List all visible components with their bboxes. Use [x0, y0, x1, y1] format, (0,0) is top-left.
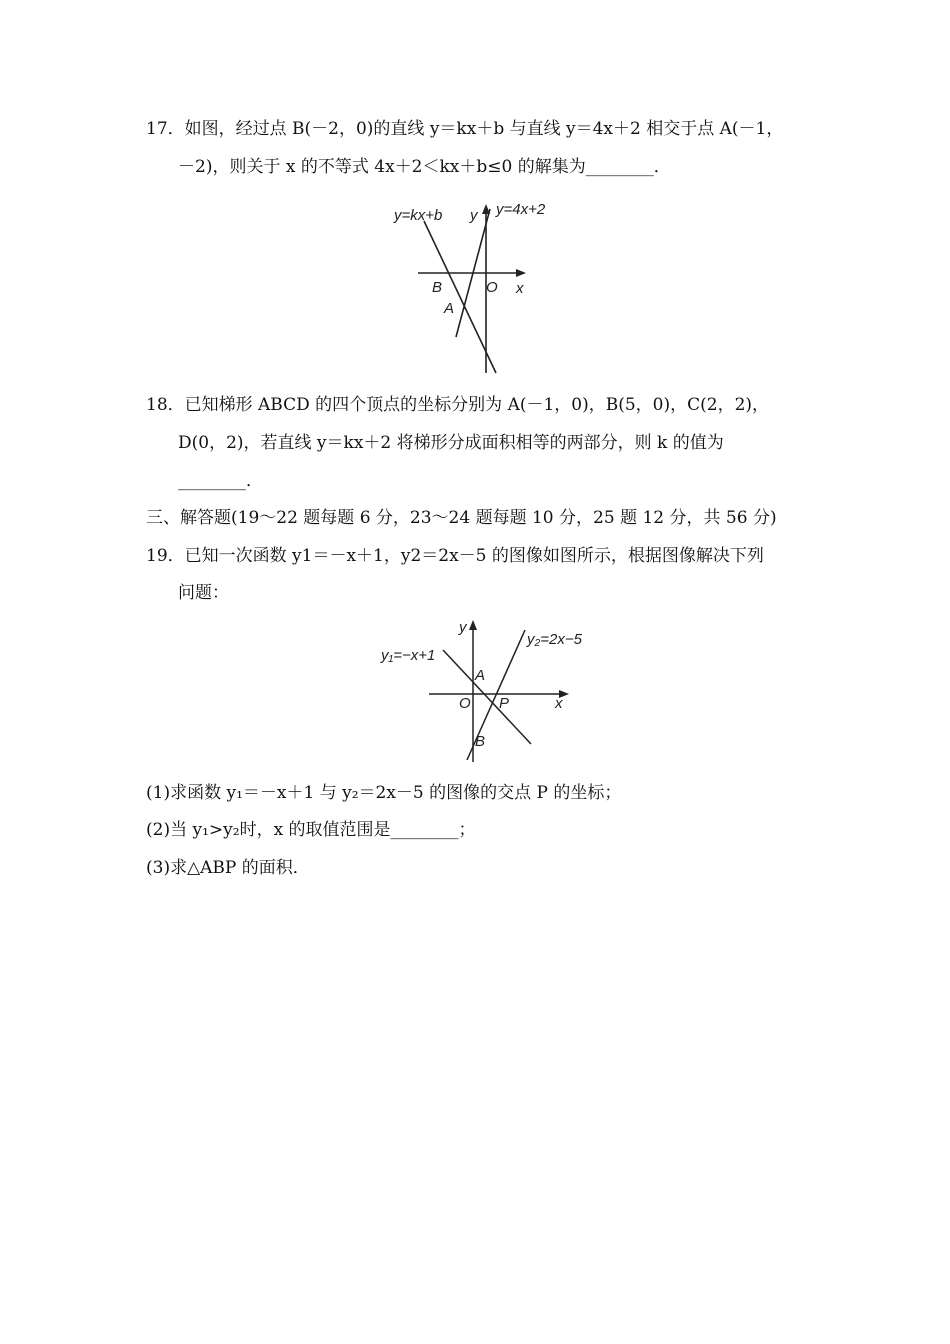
q17-label-4x2: y=4x+2 [496, 201, 546, 218]
q19-part-3: (3)求△ABP 的面积． [146, 858, 310, 878]
q19-label-y: y [459, 619, 467, 636]
q18-line-3: ________． [178, 471, 263, 491]
q19-line-1: 19．已知一次函数 y1＝－x＋1，y2＝2x－5 的图像如图所示，根据图像解决下列 [146, 546, 764, 566]
q17-label-y: y [470, 207, 478, 224]
q19-label-P: P [499, 695, 510, 712]
q18-line-2: D(0，2)，若直线 y＝kx＋2 将梯形分成面积相等的两部分，则 k 的值为 [178, 433, 724, 453]
q19-y-arrow [469, 620, 477, 630]
q19-label-O: O [459, 695, 471, 712]
q19-label-y2: y₂=2x−5 [527, 631, 582, 648]
section-3-heading: 三、解答题(19～22 题每题 6 分，23～24 题每题 10 分，25 题 12 分，共 56 分) [146, 508, 777, 528]
q19-label-A: A [475, 667, 486, 684]
q18-line-1: 18．已知梯形 ABCD 的四个顶点的坐标分别为 A(－1，0)，B(5，0)，C(2，2)， [146, 395, 770, 415]
q17-x-arrow [516, 269, 526, 277]
q19-figure [375, 612, 585, 762]
q17-figure [380, 195, 550, 375]
q17-label-B: B [432, 279, 443, 296]
q19-line-2: 问题： [178, 583, 229, 603]
q19-label-B: B [475, 733, 486, 750]
q17-label-O: O [486, 279, 498, 296]
q17-label-x: x [516, 280, 524, 297]
q19-part-1: (1)求函数 y₁＝－x＋1 与 y₂＝2x－5 的图像的交点 P 的坐标； [146, 783, 622, 803]
q17-label-A: A [444, 300, 455, 317]
q19-part-2: (2)当 y₁>y₂时，x 的取值范围是________； [146, 820, 476, 840]
q19-label-x: x [555, 695, 563, 712]
q17-line-2: －2)，则关于 x 的不等式 4x＋2＜kx＋b≤0 的解集为________． [178, 157, 671, 177]
q19-line-y1 [443, 650, 531, 744]
q19-label-y1: y₁=−x+1 [381, 647, 436, 664]
q17-label-kxb: y=kx+b [394, 207, 443, 224]
q17-line-1: 17．如图，经过点 B(－2，0)的直线 y＝kx＋b 与直线 y＝4x＋2 相交于点 A(－1， [146, 119, 784, 139]
